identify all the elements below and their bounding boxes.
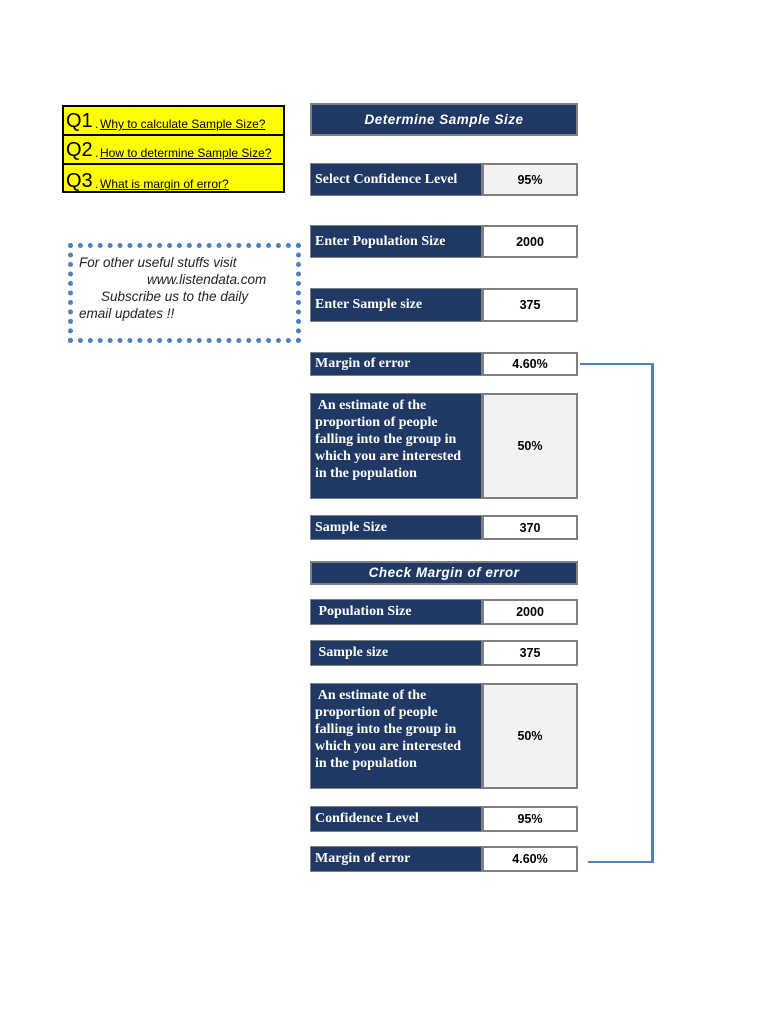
- check-proportion-label: [310, 683, 482, 789]
- check-sample-label: Sample size: [310, 640, 482, 666]
- faq-separator: .: [95, 117, 99, 131]
- proportion-line: which you are interested: [315, 449, 462, 464]
- faq-link-why-sample-size[interactable]: Why to calculate Sample Size?: [100, 117, 266, 131]
- check-margin-label: Margin of error: [310, 846, 482, 872]
- check-proportion-input[interactable]: 50%: [482, 683, 578, 789]
- faq-number: Q1: [66, 110, 93, 132]
- check-population-input[interactable]: 2000: [482, 599, 578, 625]
- proportion-line: proportion of people: [315, 415, 438, 430]
- faq-box: [62, 105, 285, 193]
- margin-output: 4.60%: [482, 352, 578, 376]
- sample-label: Enter Sample size: [310, 288, 482, 322]
- sample-input[interactable]: 375: [482, 288, 578, 322]
- proportion-line: falling into the group in: [315, 432, 457, 447]
- faq-number: Q2: [66, 139, 93, 161]
- proportion-input[interactable]: 50%: [482, 393, 578, 499]
- confidence-label: Select Confidence Level: [310, 163, 482, 196]
- check-confidence-label: Confidence Level: [310, 806, 482, 832]
- faq-item-2: [64, 136, 283, 165]
- note-link[interactable]: www.listendata.com: [147, 272, 267, 287]
- connector-line-vertical: [651, 363, 654, 863]
- check-header: Check Margin of error: [310, 561, 578, 585]
- connector-line-top: [580, 363, 653, 365]
- confidence-input[interactable]: 95%: [482, 163, 578, 196]
- faq-link-margin-of-error[interactable]: What is margin of error?: [100, 177, 229, 191]
- faq-item-1: [64, 107, 283, 136]
- faq-separator: .: [95, 146, 99, 160]
- faq-number: Q3: [66, 170, 93, 192]
- population-label: Enter Population Size: [310, 225, 482, 258]
- proportion-line: in the population: [315, 756, 417, 771]
- proportion-line: An estimate of the: [315, 688, 427, 703]
- determine-header: Determine Sample Size: [310, 103, 578, 136]
- check-sample-input[interactable]: 375: [482, 640, 578, 666]
- promo-note: [68, 243, 301, 343]
- check-confidence-input[interactable]: 95%: [482, 806, 578, 832]
- check-population-label: Population Size: [310, 599, 482, 625]
- note-line: email updates !!: [79, 306, 175, 321]
- proportion-line: falling into the group in: [315, 722, 457, 737]
- proportion-label: [310, 393, 482, 499]
- faq-separator: .: [95, 177, 99, 191]
- samplesize-label: Sample Size: [310, 515, 482, 540]
- proportion-line: in the population: [315, 466, 417, 481]
- faq-link-how-determine[interactable]: How to determine Sample Size?: [100, 146, 272, 160]
- note-line: For other useful stuffs visit: [79, 255, 237, 270]
- samplesize-output: 370: [482, 515, 578, 540]
- connector-line-bottom: [588, 861, 654, 863]
- check-margin-output: 4.60%: [482, 846, 578, 872]
- proportion-line: proportion of people: [315, 705, 438, 720]
- faq-item-3: [64, 165, 283, 194]
- proportion-line: An estimate of the: [315, 398, 427, 413]
- note-line: Subscribe us to the daily: [101, 289, 249, 304]
- margin-label: Margin of error: [310, 352, 482, 376]
- proportion-line: which you are interested: [315, 739, 462, 754]
- population-input[interactable]: 2000: [482, 225, 578, 258]
